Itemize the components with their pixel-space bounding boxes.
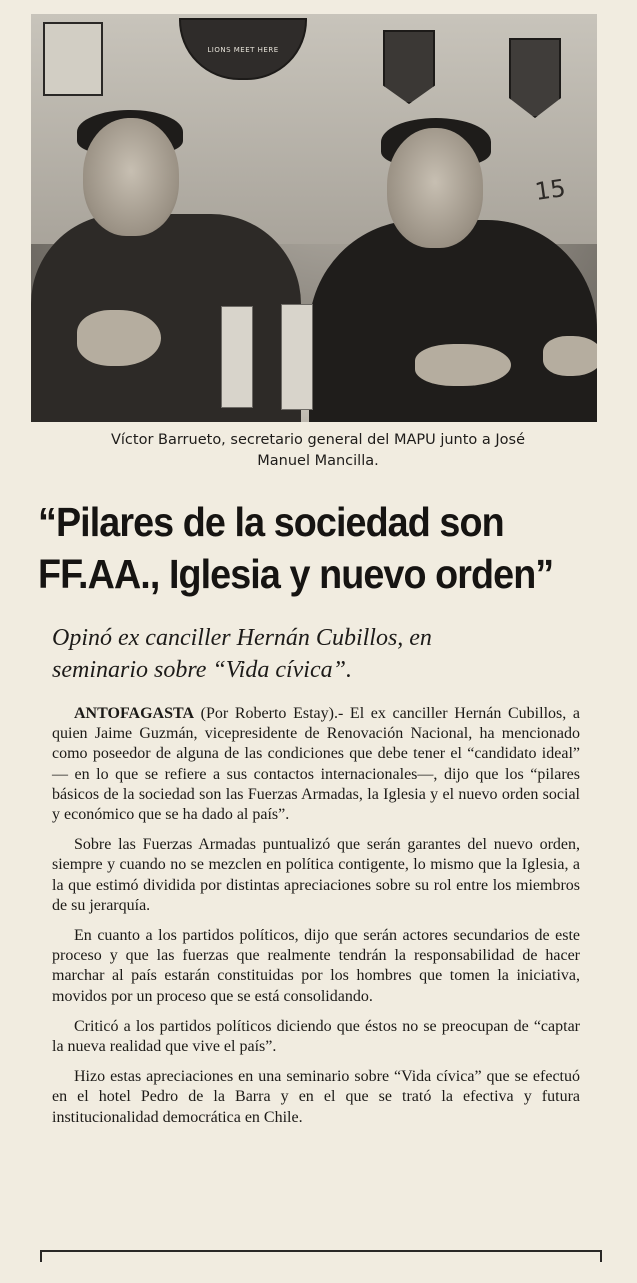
bottom-rule	[40, 1250, 602, 1252]
microphone	[221, 306, 253, 408]
rule-tick	[40, 1250, 42, 1262]
microphone	[281, 304, 313, 410]
article-paragraph: Hizo estas apreciaciones en una seminario sobre “Vida cívica” que se efectuó en el hotel Pedro de la Barra y en el que se trató la efectiva y futura institucionalidad democrática en Chile.	[52, 1068, 580, 1126]
article-paragraph: Criticó a los partidos políticos diciendo que éstos no se preocupan de “captar la nueva realidad que vive el país”.	[52, 1017, 580, 1056]
resting-hand	[415, 344, 511, 386]
subheadline	[52, 622, 612, 686]
person-right	[309, 220, 597, 422]
person-left-face	[83, 118, 179, 236]
person-right-face	[387, 128, 483, 248]
headline-line: “Pilares de la sociedad son	[38, 499, 504, 545]
subheadline-line: Opinó ex canciller Hernán Cubillos, en	[52, 625, 432, 651]
handwritten-mark: 15	[533, 174, 568, 206]
article-body	[52, 704, 580, 1138]
person-left	[31, 214, 301, 422]
article-paragraph: En cuanto a los partidos políticos, dijo que serán actores secundarios de este proceso y que las fuerzas que realmente tendrán la responsabilidad de hacer marchar al país estarán constituidas por los hombres que tomen la iniciativa, movidos por un proceso que se está consolidando.	[52, 927, 580, 1005]
dateline: ANTOFAGASTA	[74, 705, 195, 722]
news-photo	[31, 14, 597, 422]
article-paragraph	[52, 704, 580, 825]
pennant-flag	[43, 22, 103, 96]
headline-line: FF.AA., Iglesia y nuevo orden”	[38, 551, 554, 597]
caption-line: Manuel Mancilla.	[257, 453, 379, 469]
photo-caption	[40, 430, 596, 472]
banner-text: LIONS MEET HERE	[207, 46, 279, 54]
rule-tick	[600, 1250, 602, 1262]
lead-text: (Por Roberto Estay).- El ex canciller Hernán Cubillos, a quien Jaime Guzmán, vicepresidente de Renovación Nacional, ha mencionado como poseedor de alguna de las condiciones que debe tener el “candidato ideal” — en lo que se refiere a sus contactos internacionales—, dijo que los “pilares básicos de la sociedad son las Fuerzas Armadas, la Iglesia y el nuevo orden social y económico que se ha dado al país”.	[52, 705, 580, 824]
resting-hand	[543, 336, 597, 376]
caption-line: Víctor Barrueto, secretario general del MAPU junto a José	[110, 432, 526, 448]
headline	[38, 496, 562, 600]
gesturing-hand	[77, 310, 161, 366]
subheadline-line: seminario sobre “Vida cívica”.	[52, 657, 352, 683]
article-paragraph: Sobre las Fuerzas Armadas puntualizó que serán garantes del nuevo orden, siempre y cuando no se mezclen en política contigente, lo mismo que la Iglesia, a la que estimó dividida por distintas apreciaciones sobre su rol entre los miembros de su jerarquía.	[52, 836, 580, 914]
